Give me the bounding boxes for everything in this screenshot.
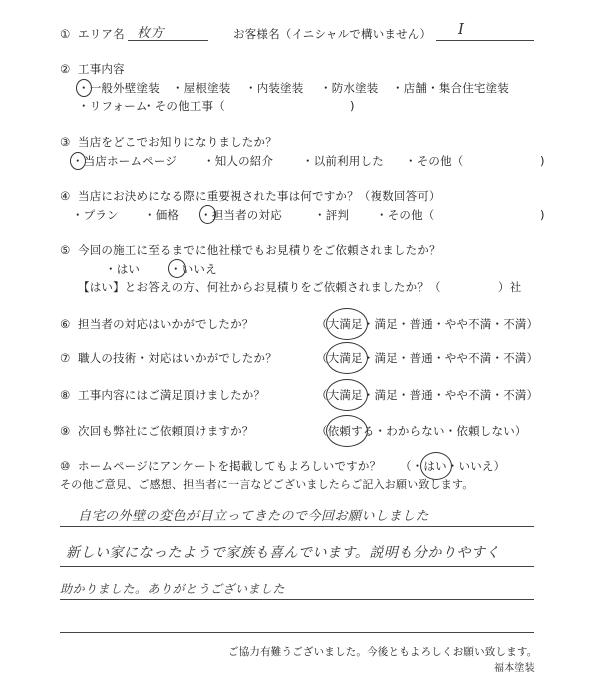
q2-option-interior[interactable]: ・内装塗装 xyxy=(245,81,304,95)
q8-title: 工事内容にはご満足頂けましたか？ xyxy=(78,388,266,402)
q3-option-previous[interactable]: ・以前利用した xyxy=(302,154,384,168)
q4-option-other[interactable]: ・その他（ xyxy=(376,208,435,222)
area-underline xyxy=(128,40,208,41)
q5-selected-mark xyxy=(168,259,186,278)
q5-option-no[interactable]: ・いいえ xyxy=(170,262,217,276)
q6-number: ⑥ xyxy=(60,317,71,331)
q5-title: 今回の施工に至るまでに他社様でもお見積りをご依頼されましたか？ xyxy=(78,243,441,257)
comment-line-2: 新しい家になったようで家族も喜んでいます。説明も分かりやすく xyxy=(66,545,500,561)
comment-line-3: 助かりました。ありがとうございました xyxy=(60,582,286,596)
customer-label: お客様名（イニシャルで構いません） xyxy=(233,27,432,41)
q10-number: ⑩ xyxy=(60,459,71,473)
q2-number: ② xyxy=(60,62,71,76)
q2-option-other[interactable]: ・その他工事（ xyxy=(143,99,225,113)
q4-other-close: ) xyxy=(540,208,545,222)
q7-selected-mark xyxy=(326,342,368,374)
q2-option-roof[interactable]: ・屋根塗装 xyxy=(172,81,231,95)
q2-option-waterproof[interactable]: ・防水塗装 xyxy=(320,81,379,95)
q3-option-friend[interactable]: ・知人の紹介 xyxy=(203,154,274,168)
comment-line-1: 自宅の外壁の変色が目立ってきたので今回お願いしました xyxy=(78,509,430,524)
comment-rule-1 xyxy=(60,526,534,527)
q3-selected-mark xyxy=(70,152,86,170)
q8-scale[interactable]: （大満足・満足・普通・やや不満・不満） xyxy=(316,388,539,402)
comment-rule-2 xyxy=(60,566,534,567)
footer-company: 福本塗装 xyxy=(494,663,535,674)
q9-scale[interactable]: （依頼する・わからない・依頼しない） xyxy=(316,424,527,438)
comment-rule-3 xyxy=(60,599,534,600)
q3-option-other[interactable]: ・その他（ xyxy=(405,154,464,168)
q4-option-price[interactable]: ・価格 xyxy=(144,208,180,222)
q7-title: 職人の技術・対応はいかがでしたか？ xyxy=(78,351,277,365)
q6-scale[interactable]: （大満足・満足・普通・やや不満・不満） xyxy=(316,317,539,331)
q10-title: ホームページにアンケートを掲載してもよろしいですか？ xyxy=(78,459,382,473)
q4-option-plan[interactable]: ・プラン xyxy=(72,208,119,222)
q3-title: 当店をどこでお知りになりましたか？ xyxy=(78,135,277,149)
q1-number: ① xyxy=(60,27,71,41)
q3-other-close: ) xyxy=(540,154,545,168)
q5-follow-question: 【はい】とお答えの方、何社からお見積りをご依頼されましたか？（ xyxy=(78,280,441,294)
footer-thanks: ご協力有難うございました。今後ともよろしくお願い致します。 xyxy=(228,646,538,658)
q9-selected-mark xyxy=(326,415,368,447)
customer-value: I xyxy=(458,20,465,38)
comment-rule-4 xyxy=(60,632,534,633)
q4-title: 当店にお決めになる際に重要視された事は何ですか？（複数回答可） xyxy=(78,189,441,203)
q5-number: ⑤ xyxy=(60,243,71,257)
q4-option-reputation[interactable]: ・評判 xyxy=(314,208,350,222)
q7-scale[interactable]: （大満足・満足・普通・やや不満・不満） xyxy=(316,351,539,365)
q2-option-store[interactable]: ・店舗・集合住宅塗装 xyxy=(392,81,509,95)
q4-option-staff[interactable]: ・担当者の対応 xyxy=(200,208,282,222)
area-value: 枚方 xyxy=(137,26,165,41)
q5-option-yes[interactable]: ・はい xyxy=(105,262,141,276)
q9-title: 次回も弊社にご依頼頂けますか？ xyxy=(78,424,254,438)
q4-number: ④ xyxy=(60,189,71,203)
area-label: エリア名 xyxy=(78,27,125,41)
q8-number: ⑧ xyxy=(60,388,71,402)
q5-follow-close: ）社 xyxy=(498,280,522,294)
q2-other-close: ) xyxy=(350,99,355,113)
q3-option-homepage[interactable]: ・当店ホームページ xyxy=(72,154,178,168)
q2-title: 工事内容 xyxy=(78,62,125,76)
comments-prompt: その他ご意見、ご感想、担当者に一言などございましたらご記入お願い致します。 xyxy=(60,478,474,491)
q2-selected-mark xyxy=(76,79,92,97)
q4-selected-mark xyxy=(199,205,216,224)
q10-selected-mark xyxy=(420,452,452,480)
q3-number: ③ xyxy=(60,135,71,149)
q9-number: ⑨ xyxy=(60,424,71,438)
q6-title: 担当者の対応はいかがでしたか？ xyxy=(78,317,254,331)
q7-number: ⑦ xyxy=(60,351,71,365)
q8-selected-mark xyxy=(326,379,368,411)
q6-selected-mark xyxy=(326,308,368,340)
q10-scale[interactable]: （・はい・いいえ） xyxy=(400,459,506,473)
q2-option-exterior[interactable]: ・一般外壁塗装 xyxy=(78,81,160,95)
q2-option-reform[interactable]: ・リフォーム xyxy=(78,99,148,113)
customer-underline xyxy=(436,40,534,41)
